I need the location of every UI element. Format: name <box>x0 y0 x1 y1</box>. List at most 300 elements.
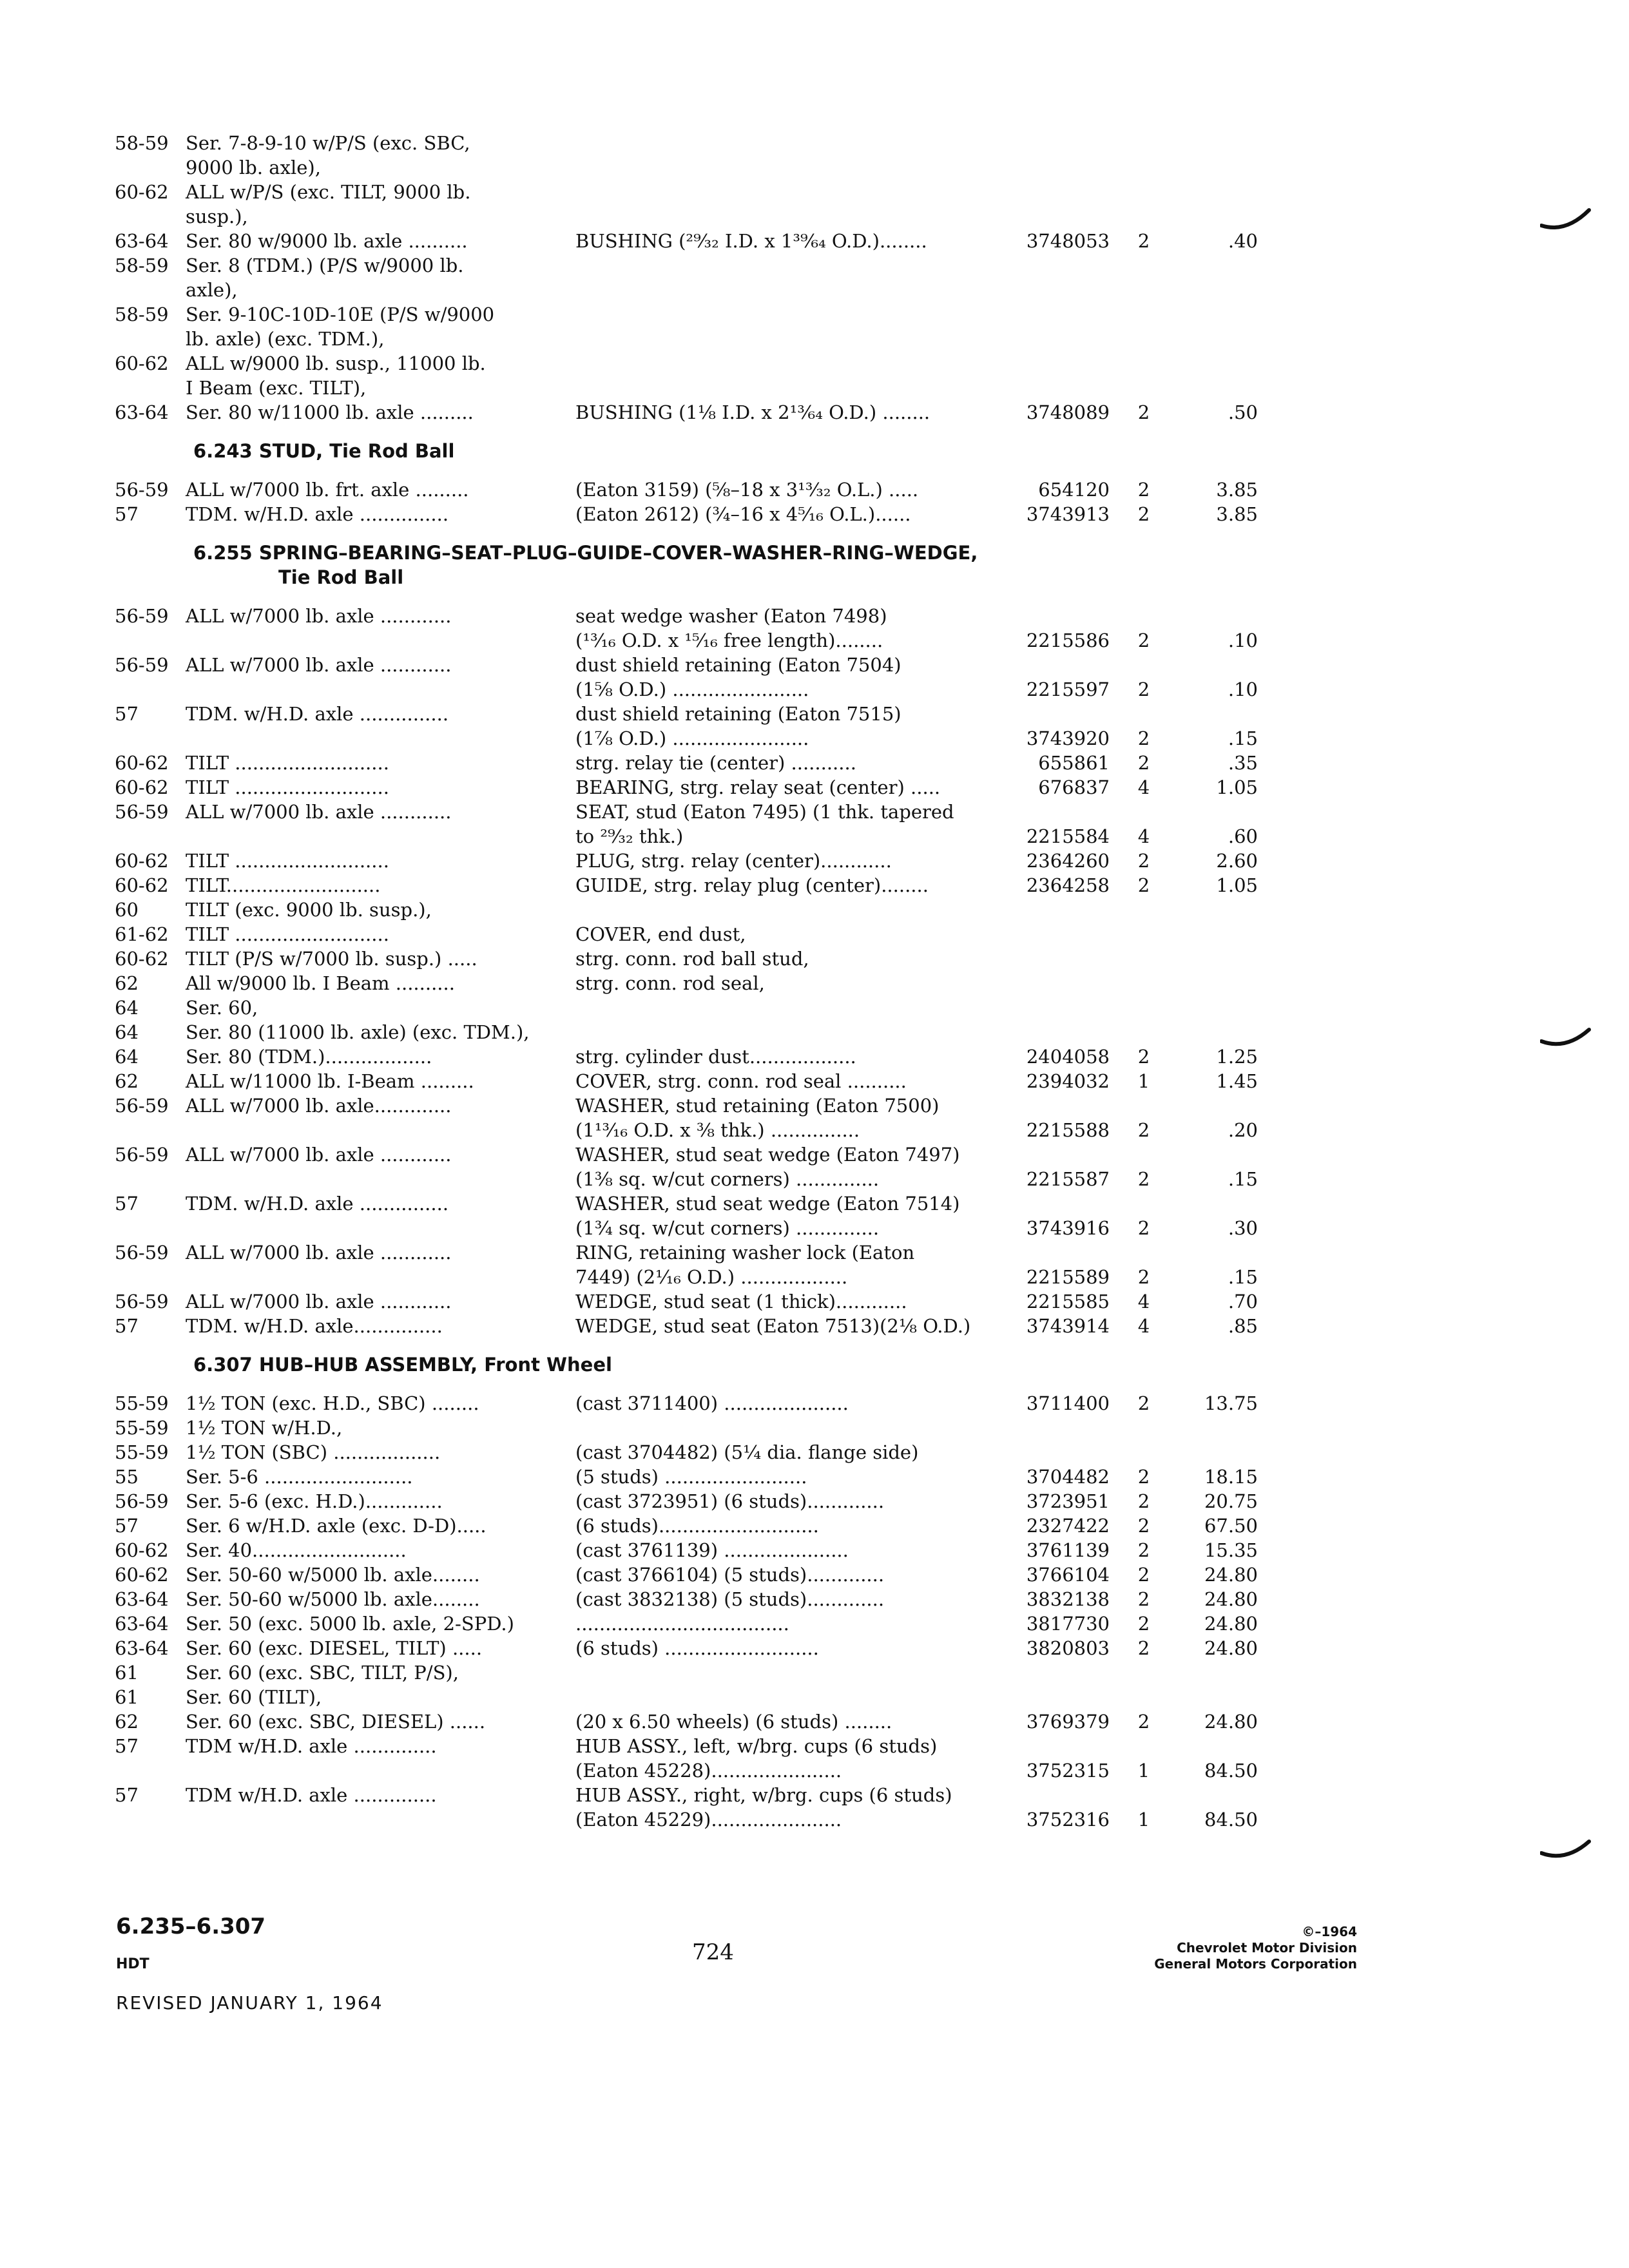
application: 1½ TON (exc. H.D., SBC) ........ <box>186 1392 479 1414</box>
application: TDM. w/H.D. axle ............... <box>186 1193 449 1215</box>
application: susp.), <box>186 206 248 227</box>
part-description: SEAT, stud (Eaton 7495) (1 thk. tapered <box>575 801 954 823</box>
application: 1½ TON (SBC) .................. <box>186 1441 441 1463</box>
parts-row <box>0 1021 1629 1044</box>
part-description: (5 studs) ........................ <box>575 1466 807 1488</box>
parts-row <box>0 1563 1629 1586</box>
quantity: 2 <box>1137 1711 1150 1733</box>
part-description: BUSHING (²⁹⁄₃₂ I.D. x 1³⁹⁄₆₄ O.D.)........ <box>575 230 927 252</box>
quantity: 2 <box>1137 1539 1150 1561</box>
application: Ser. 50-60 w/5000 lb. axle........ <box>186 1588 480 1610</box>
quantity: 4 <box>1137 1291 1150 1312</box>
parts-row <box>0 478 1629 501</box>
footer-range: 6.235–6.307 <box>116 1914 266 1939</box>
application: Ser. 40.......................... <box>186 1539 407 1561</box>
price: 24.80 <box>1204 1637 1258 1659</box>
year-range: 60-62 <box>115 1564 169 1586</box>
part-number: 2215586 <box>1026 629 1110 651</box>
year-range: 55 <box>115 1466 139 1488</box>
parts-row <box>0 1216 1629 1240</box>
part-number: 2404058 <box>1026 1046 1110 1068</box>
parts-row <box>0 1416 1629 1439</box>
application: ALL w/7000 lb. axle ............ <box>186 654 452 676</box>
application: ALL w/7000 lb. axle ............ <box>186 1291 452 1312</box>
part-number: 2215587 <box>1026 1168 1110 1190</box>
footer-corp: General Motors Corporation <box>1154 1956 1357 1972</box>
part-number: 3723951 <box>1026 1490 1110 1512</box>
parts-row <box>0 1759 1629 1782</box>
price: 3.85 <box>1216 503 1258 525</box>
part-number: 3711400 <box>1026 1392 1110 1414</box>
price: .30 <box>1228 1217 1258 1239</box>
quantity: 2 <box>1137 1392 1150 1414</box>
part-description: (Eaton 3159) (⅝–18 x 3¹³⁄₃₂ O.L.) ..... <box>575 479 919 501</box>
parts-row <box>0 205 1629 228</box>
part-description: (cast 3766104) (5 studs)............. <box>575 1564 885 1586</box>
application: ALL w/7000 lb. axle ............ <box>186 801 452 823</box>
part-number: 3748089 <box>1026 401 1110 423</box>
parts-row <box>0 1265 1629 1289</box>
price: 13.75 <box>1204 1392 1258 1414</box>
parts-row <box>0 849 1629 872</box>
year-range: 57 <box>115 1735 139 1757</box>
application: ALL w/11000 lb. I-Beam ......... <box>186 1070 474 1092</box>
application: ALL w/7000 lb. axle ............ <box>186 1242 452 1264</box>
application: TDM w/H.D. axle .............. <box>186 1784 437 1806</box>
parts-row <box>0 1783 1629 1807</box>
footer-division: Chevrolet Motor Division <box>1177 1940 1357 1956</box>
part-description: HUB ASSY., right, w/brg. cups (6 studs) <box>575 1784 952 1806</box>
price: .15 <box>1228 1168 1258 1190</box>
price: 15.35 <box>1204 1539 1258 1561</box>
quantity: 2 <box>1137 1046 1150 1068</box>
part-description: WEDGE, stud seat (Eaton 7513)(2⅛ O.D.) <box>575 1315 971 1337</box>
quantity: 2 <box>1137 678 1150 700</box>
application: TDM w/H.D. axle .............. <box>186 1735 437 1757</box>
footer-copyright: ©–1964 <box>1302 1924 1357 1939</box>
parts-row <box>0 1514 1629 1537</box>
pen-checkmark-2 <box>1540 1024 1592 1050</box>
application: 1½ TON w/H.D., <box>186 1417 343 1439</box>
quantity: 2 <box>1137 850 1150 872</box>
part-number: 3743914 <box>1026 1315 1110 1337</box>
parts-row <box>0 604 1629 628</box>
application: lb. axle) (exc. TDM.), <box>186 328 385 350</box>
year-range: 58-59 <box>115 255 169 276</box>
application: Ser. 7-8-9-10 w/P/S (exc. SBC, <box>186 132 470 154</box>
part-description: (1⅜ sq. w/cut corners) .............. <box>575 1168 880 1190</box>
parts-row <box>0 678 1629 701</box>
part-description: (cast 3723951) (6 studs)............. <box>575 1490 885 1512</box>
parts-row <box>0 776 1629 799</box>
application: Ser. 8 (TDM.) (P/S w/9000 lb. <box>186 255 464 276</box>
parts-row <box>0 800 1629 823</box>
parts-row <box>0 376 1629 399</box>
parts-row <box>0 1710 1629 1733</box>
year-range: 55-59 <box>115 1441 169 1463</box>
part-number: 2364260 <box>1026 850 1110 872</box>
parts-row <box>0 1661 1629 1684</box>
parts-row <box>0 629 1629 652</box>
part-description: COVER, end dust, <box>575 923 746 945</box>
application: TDM. w/H.D. axle............... <box>186 1315 443 1337</box>
part-description: strg. conn. rod ball stud, <box>575 948 809 970</box>
application: Ser. 6 w/H.D. axle (exc. D-D)..... <box>186 1515 487 1537</box>
year-range: 58-59 <box>115 132 169 154</box>
parts-row <box>0 751 1629 774</box>
price: 24.80 <box>1204 1564 1258 1586</box>
parts-row <box>0 996 1629 1019</box>
part-description: PLUG, strg. relay (center)............ <box>575 850 892 872</box>
application: Ser. 5-6 ......................... <box>186 1466 413 1488</box>
price: 24.80 <box>1204 1613 1258 1635</box>
quantity: 2 <box>1137 1466 1150 1488</box>
parts-row <box>0 1392 1629 1415</box>
price: .20 <box>1228 1119 1258 1141</box>
part-description: WEDGE, stud seat (1 thick)............ <box>575 1291 907 1312</box>
section-number: 6.243 <box>193 440 253 462</box>
part-description: to ²⁹⁄₃₂ thk.) <box>575 825 684 847</box>
part-number: 2364258 <box>1026 874 1110 896</box>
parts-row <box>0 401 1629 424</box>
year-range: 64 <box>115 1046 139 1068</box>
parts-row <box>0 1094 1629 1117</box>
part-number: 3761139 <box>1026 1539 1110 1561</box>
application: TILT (P/S w/7000 lb. susp.) ..... <box>186 948 477 970</box>
pen-checkmark-3 <box>1540 1836 1592 1862</box>
parts-row <box>0 1168 1629 1191</box>
parts-row <box>0 303 1629 326</box>
part-description: (1¾ sq. w/cut corners) .............. <box>575 1217 880 1239</box>
part-description: (¹³⁄₁₆ O.D. x ¹⁵⁄₁₆ free length)........ <box>575 629 883 651</box>
application: ALL w/7000 lb. axle ............ <box>186 605 452 627</box>
quantity: 1 <box>1137 1070 1150 1092</box>
year-range: 56-59 <box>115 1291 169 1312</box>
price: 24.80 <box>1204 1588 1258 1610</box>
application: axle), <box>186 279 238 301</box>
parts-row <box>0 278 1629 302</box>
price: .40 <box>1228 230 1258 252</box>
part-description: (1⅝ O.D.) ....................... <box>575 678 809 700</box>
application: ALL w/P/S (exc. TILT, 9000 lb. <box>186 181 471 203</box>
part-number: 3752316 <box>1026 1809 1110 1831</box>
parts-row <box>0 1290 1629 1313</box>
year-range: 62 <box>115 1070 139 1092</box>
page-number: 724 <box>692 1939 734 1965</box>
year-range: 63-64 <box>115 401 169 423</box>
part-number: 3820803 <box>1026 1637 1110 1659</box>
quantity: 2 <box>1137 1515 1150 1537</box>
parts-row <box>0 1735 1629 1758</box>
application: TILT .......................... <box>186 776 389 798</box>
part-description: (1⅞ O.D.) ....................... <box>575 727 809 749</box>
part-number: 2215584 <box>1026 825 1110 847</box>
price: 1.05 <box>1216 874 1258 896</box>
part-number: 3704482 <box>1026 1466 1110 1488</box>
year-range: 60 <box>115 899 139 921</box>
price: 2.60 <box>1216 850 1258 872</box>
section-subtitle: Tie Rod Ball <box>278 566 404 588</box>
parts-row <box>0 503 1629 526</box>
year-range: 64 <box>115 1021 139 1043</box>
price: .85 <box>1228 1315 1258 1337</box>
parts-row <box>0 1808 1629 1831</box>
parts-row <box>0 947 1629 970</box>
footer-publisher <box>1095 1924 1357 1972</box>
section-title: STUD, Tie Rod Ball <box>258 440 455 462</box>
parts-row <box>0 1045 1629 1068</box>
part-description: WASHER, stud seat wedge (Eaton 7514) <box>575 1193 960 1215</box>
application: Ser. 80 (TDM.).................. <box>186 1046 432 1068</box>
part-number: 3743916 <box>1026 1217 1110 1239</box>
part-description: 7449) (2¹⁄₁₆ O.D.) .................. <box>575 1266 848 1288</box>
year-range: 64 <box>115 997 139 1019</box>
parts-row <box>0 131 1629 155</box>
application: I Beam (exc. TILT), <box>186 377 367 399</box>
part-number: 3769379 <box>1026 1711 1110 1733</box>
price: 67.50 <box>1204 1515 1258 1537</box>
part-description: BEARING, strg. relay seat (center) ..... <box>575 776 941 798</box>
part-description: (Eaton 45228)...................... <box>575 1760 842 1782</box>
part-description: (cast 3711400) ..................... <box>575 1392 849 1414</box>
section-number: 6.307 <box>193 1354 253 1376</box>
year-range: 56-59 <box>115 654 169 676</box>
part-description: dust shield retaining (Eaton 7515) <box>575 703 901 725</box>
year-range: 58-59 <box>115 303 169 325</box>
section-title: HUB–HUB ASSEMBLY, Front Wheel <box>258 1354 612 1376</box>
quantity: 2 <box>1137 1119 1150 1141</box>
parts-row <box>0 825 1629 848</box>
part-number: 2327422 <box>1026 1515 1110 1537</box>
parts-row <box>0 702 1629 726</box>
price: 84.50 <box>1204 1760 1258 1782</box>
part-description: strg. conn. rod seal, <box>575 972 765 994</box>
year-range: 61-62 <box>115 923 169 945</box>
parts-row <box>0 1588 1629 1611</box>
parts-row <box>0 1539 1629 1562</box>
section-number: 6.255 <box>193 542 253 564</box>
application: Ser. 9-10C-10D-10E (P/S w/9000 <box>186 303 495 325</box>
year-range: 60-62 <box>115 181 169 203</box>
part-number: 3752315 <box>1026 1760 1110 1782</box>
application: TILT.......................... <box>186 874 381 896</box>
quantity: 2 <box>1137 727 1150 749</box>
year-range: 63-64 <box>115 1637 169 1659</box>
section-heading <box>193 439 454 463</box>
section-heading <box>193 1353 612 1376</box>
application: TILT .......................... <box>186 850 389 872</box>
part-number: 3743913 <box>1026 503 1110 525</box>
part-description: strg. cylinder dust.................. <box>575 1046 856 1068</box>
application: Ser. 80 w/9000 lb. axle .......... <box>186 230 468 252</box>
year-range: 56-59 <box>115 801 169 823</box>
part-description: (cast 3704482) (5¼ dia. flange side) <box>575 1441 919 1463</box>
year-range: 60-62 <box>115 352 169 374</box>
revised-date: REVISED JANUARY 1, 1964 <box>116 1992 383 2013</box>
quantity: 2 <box>1137 1168 1150 1190</box>
part-description: RING, retaining washer lock (Eaton <box>575 1242 915 1264</box>
part-number: 2215589 <box>1026 1266 1110 1288</box>
quantity: 4 <box>1137 825 1150 847</box>
part-description: seat wedge washer (Eaton 7498) <box>575 605 887 627</box>
parts-row <box>0 156 1629 179</box>
part-number: 2394032 <box>1026 1070 1110 1092</box>
part-description: (cast 3832138) (5 studs)............. <box>575 1588 885 1610</box>
year-range: 57 <box>115 1193 139 1215</box>
price: 24.80 <box>1204 1711 1258 1733</box>
part-description: (cast 3761139) ..................... <box>575 1539 849 1561</box>
part-number: 3743920 <box>1026 727 1110 749</box>
year-range: 56-59 <box>115 479 169 501</box>
quantity: 2 <box>1137 401 1150 423</box>
year-range: 62 <box>115 1711 139 1733</box>
price: .60 <box>1228 825 1258 847</box>
price: .70 <box>1228 1291 1258 1312</box>
application: Ser. 60 (exc. DIESEL, TILT) ..... <box>186 1637 483 1659</box>
price: 1.05 <box>1216 776 1258 798</box>
part-number: 2215588 <box>1026 1119 1110 1141</box>
part-description: (1¹³⁄₁₆ O.D. x ⅜ thk.) ............... <box>575 1119 860 1141</box>
quantity: 2 <box>1137 752 1150 774</box>
quantity: 2 <box>1137 1613 1150 1635</box>
parts-row <box>0 1637 1629 1660</box>
price: .50 <box>1228 401 1258 423</box>
part-description: BUSHING (1⅛ I.D. x 2¹³⁄₆₄ O.D.) ........ <box>575 401 930 423</box>
year-range: 63-64 <box>115 1613 169 1635</box>
quantity: 1 <box>1137 1809 1150 1831</box>
part-description: (6 studs) .......................... <box>575 1637 819 1659</box>
year-range: 60-62 <box>115 1539 169 1561</box>
price: .15 <box>1228 727 1258 749</box>
part-number: 2215597 <box>1026 678 1110 700</box>
quantity: 1 <box>1137 1760 1150 1782</box>
part-number: 3832138 <box>1026 1588 1110 1610</box>
quantity: 2 <box>1137 874 1150 896</box>
application: Ser. 5-6 (exc. H.D.)............. <box>186 1490 443 1512</box>
part-number: 3817730 <box>1026 1613 1110 1635</box>
quantity: 2 <box>1137 479 1150 501</box>
year-range: 62 <box>115 972 139 994</box>
year-range: 56-59 <box>115 1144 169 1166</box>
year-range: 55-59 <box>115 1417 169 1439</box>
quantity: 2 <box>1137 629 1150 651</box>
part-description: COVER, strg. conn. rod seal .......... <box>575 1070 907 1092</box>
application: ALL w/7000 lb. axle ............ <box>186 1144 452 1166</box>
application: Ser. 60 (exc. SBC, TILT, P/S), <box>186 1662 459 1684</box>
year-range: 61 <box>115 1686 139 1708</box>
year-range: 60-62 <box>115 752 169 774</box>
parts-row <box>0 923 1629 946</box>
price: .10 <box>1228 629 1258 651</box>
quantity: 4 <box>1137 1315 1150 1337</box>
application: TDM. w/H.D. axle ............... <box>186 503 449 525</box>
part-description: strg. relay tie (center) ........... <box>575 752 856 774</box>
price: 18.15 <box>1204 1466 1258 1488</box>
year-range: 61 <box>115 1662 139 1684</box>
price: 1.45 <box>1216 1070 1258 1092</box>
application: ALL w/7000 lb. frt. axle ......... <box>186 479 469 501</box>
application: ALL w/9000 lb. susp., 11000 lb. <box>186 352 486 374</box>
parts-row <box>0 898 1629 921</box>
parts-row <box>0 1490 1629 1513</box>
application: Ser. 60, <box>186 997 258 1019</box>
application: ALL w/7000 lb. axle............. <box>186 1095 452 1117</box>
parts-row <box>0 1314 1629 1338</box>
parts-row <box>0 254 1629 277</box>
part-description: GUIDE, strg. relay plug (center)........ <box>575 874 929 896</box>
parts-row <box>0 1686 1629 1709</box>
parts-row <box>0 1192 1629 1215</box>
year-range: 56-59 <box>115 1095 169 1117</box>
application: TDM. w/H.D. axle ............... <box>186 703 449 725</box>
part-description: (20 x 6.50 wheels) (6 studs) ........ <box>575 1711 892 1733</box>
application: Ser. 60 (TILT), <box>186 1686 322 1708</box>
parts-row <box>0 874 1629 897</box>
parts-row <box>0 1143 1629 1166</box>
year-range: 57 <box>115 703 139 725</box>
part-number: 2215585 <box>1026 1291 1110 1312</box>
quantity: 2 <box>1137 1637 1150 1659</box>
year-range: 57 <box>115 1784 139 1806</box>
application: Ser. 80 (11000 lb. axle) (exc. TDM.), <box>186 1021 530 1043</box>
year-range: 60-62 <box>115 948 169 970</box>
parts-row <box>0 1612 1629 1635</box>
part-description: WASHER, stud retaining (Eaton 7500) <box>575 1095 940 1117</box>
part-description: (6 studs)........................... <box>575 1515 819 1537</box>
price: 20.75 <box>1204 1490 1258 1512</box>
year-range: 56-59 <box>115 1242 169 1264</box>
application: TILT .......................... <box>186 923 389 945</box>
year-range: 63-64 <box>115 1588 169 1610</box>
application: Ser. 80 w/11000 lb. axle ......... <box>186 401 474 423</box>
year-range: 57 <box>115 1515 139 1537</box>
quantity: 2 <box>1137 1588 1150 1610</box>
part-description: dust shield retaining (Eaton 7504) <box>575 654 901 676</box>
pen-checkmark-1 <box>1540 206 1592 232</box>
quantity: 2 <box>1137 1490 1150 1512</box>
application: Ser. 50-60 w/5000 lb. axle........ <box>186 1564 480 1586</box>
year-range: 63-64 <box>115 230 169 252</box>
quantity: 2 <box>1137 230 1150 252</box>
part-number: 3766104 <box>1026 1564 1110 1586</box>
price: 84.50 <box>1204 1809 1258 1831</box>
year-range: 56-59 <box>115 1490 169 1512</box>
section-heading <box>193 541 978 564</box>
parts-row <box>0 352 1629 375</box>
quantity: 2 <box>1137 1564 1150 1586</box>
price: .35 <box>1228 752 1258 774</box>
year-range: 56-59 <box>115 605 169 627</box>
footer-code: HDT <box>116 1956 149 1972</box>
quantity: 2 <box>1137 1217 1150 1239</box>
year-range: 57 <box>115 503 139 525</box>
quantity: 2 <box>1137 1266 1150 1288</box>
parts-row <box>0 972 1629 995</box>
application: Ser. 60 (exc. SBC, DIESEL) ...... <box>186 1711 486 1733</box>
parts-row <box>0 1465 1629 1488</box>
price: 3.85 <box>1216 479 1258 501</box>
application: 9000 lb. axle), <box>186 157 321 178</box>
part-description: (Eaton 2612) (¾–16 x 4⁵⁄₁₆ O.L.)...... <box>575 503 911 525</box>
parts-row <box>0 327 1629 351</box>
part-number: 655861 <box>1038 752 1110 774</box>
year-range: 60-62 <box>115 850 169 872</box>
part-number: 676837 <box>1038 776 1110 798</box>
price: 1.25 <box>1216 1046 1258 1068</box>
parts-row <box>0 1070 1629 1093</box>
part-number: 3748053 <box>1026 230 1110 252</box>
parts-row <box>0 653 1629 677</box>
